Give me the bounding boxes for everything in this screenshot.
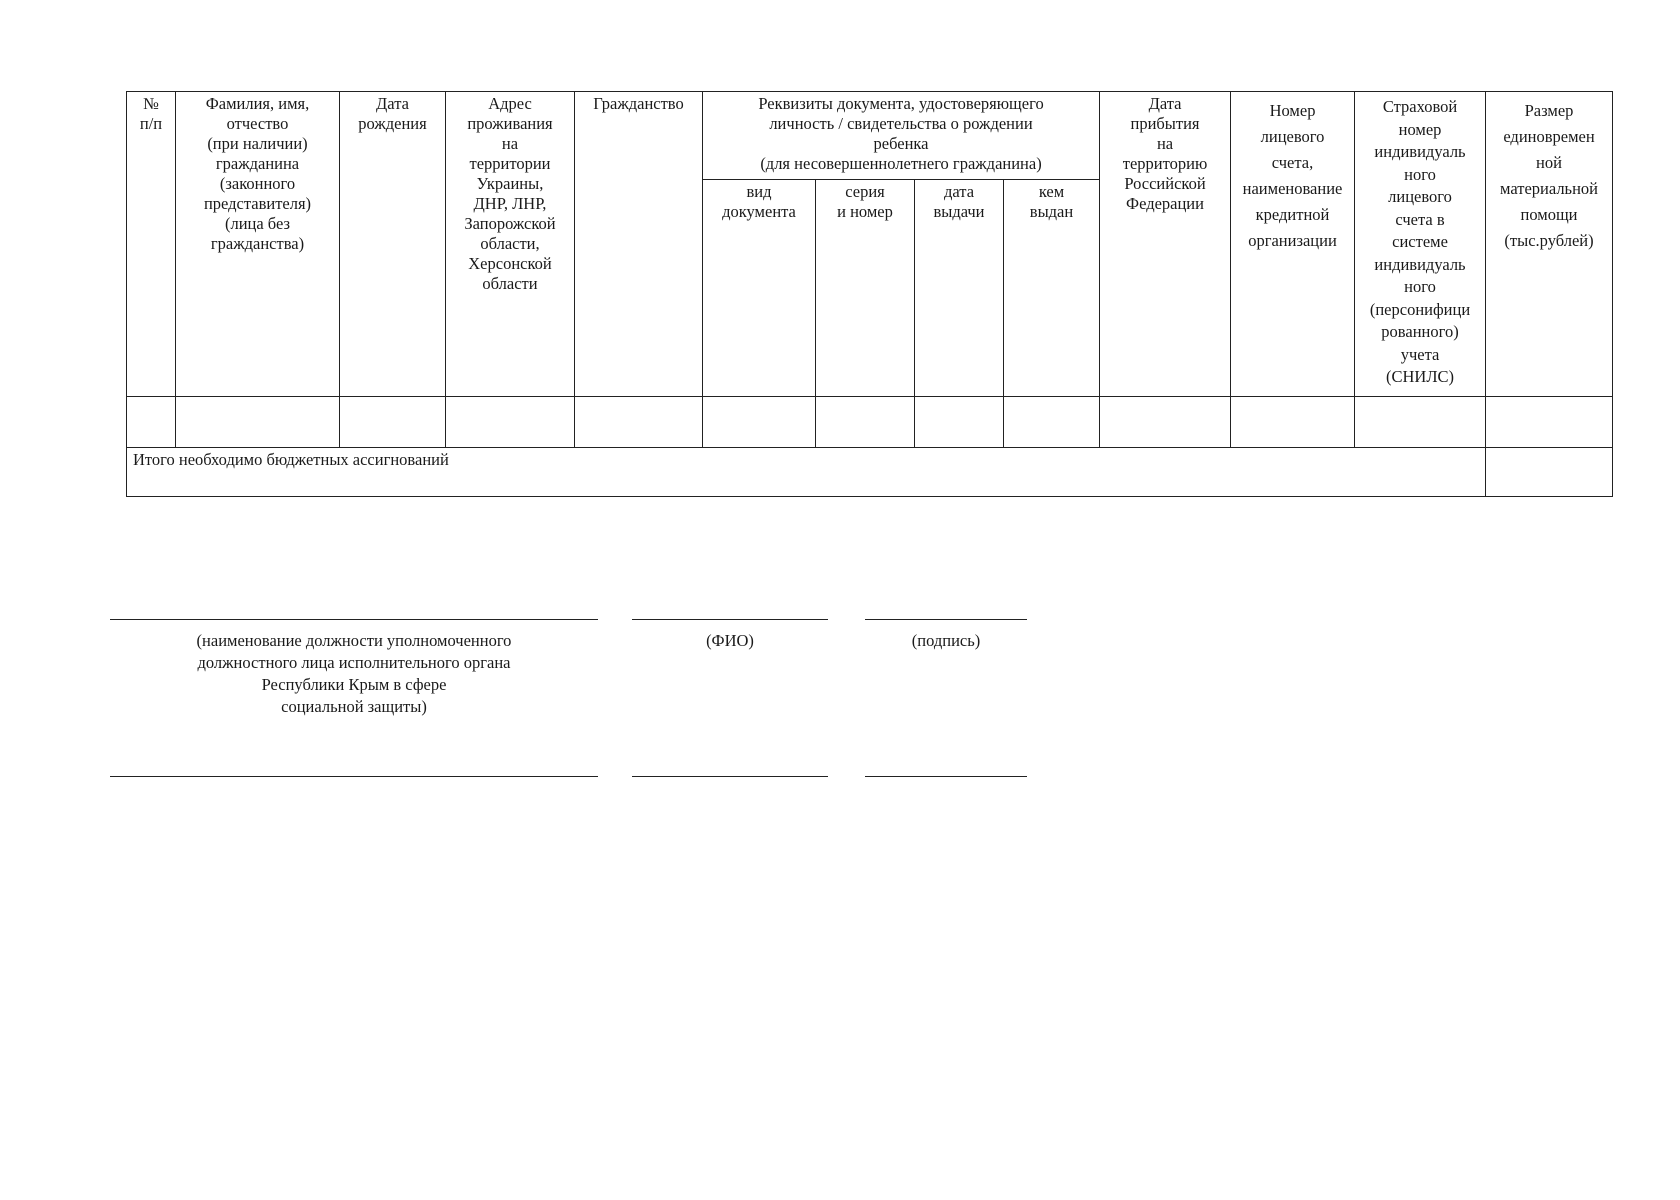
header-doc-issue-date: дата выдачи [915,180,1004,397]
header-doc-issued-by: кем выдан [1004,180,1100,397]
signature-line [865,619,1027,620]
cell-name [176,397,340,448]
header-name: Фамилия, имя, отчество (при наличии) гражданина (законного представителя) (лица без гражданства) [176,92,340,397]
cell-doc-type [703,397,816,448]
signature-caption: (подпись) [911,631,981,650]
table-row [127,397,1613,448]
header-amount: Размер единовремен ной материальной помощи (тыс.рублей) [1486,92,1613,397]
total-label: Итого необходимо бюджетных ассигнований [127,448,1486,497]
cell-doc-series-number [816,397,915,448]
header-citizenship: Гражданство [575,92,703,397]
cell-account [1231,397,1355,448]
cell-amount [1486,397,1613,448]
header-document-group: Реквизиты документа, удостоверяющего личность / свидетельства о рождении ребенка (для несовершеннолетнего гражданина) [703,92,1100,180]
header-snils: Страховой номер индивидуаль ного лицевого счета в системе индивидуаль ного (персонифици рованного) учета (СНИЛС) [1355,92,1486,397]
header-doc-series-number: серия и номер [816,180,915,397]
cell-doc-issue-date [915,397,1004,448]
assistance-table [126,91,1613,497]
cell-doc-issued-by [1004,397,1100,448]
fio-signature-line-2 [632,776,828,777]
header-birth-date: Дата рождения [340,92,446,397]
position-signature-line [110,619,598,620]
signature-line-2 [865,776,1027,777]
header-num: № п/п [127,92,176,397]
header-address: Адрес проживания на территории Украины, ДНР, ЛНР, Запорожской области, Херсонской области [446,92,575,397]
cell-arrival-date [1100,397,1231,448]
cell-num [127,397,176,448]
total-amount-cell [1486,448,1613,497]
fio-signature-line [632,619,828,620]
cell-address [446,397,575,448]
header-arrival-date: Дата прибытия на территорию Российской Федерации [1100,92,1231,397]
position-signature-line-2 [110,776,598,777]
position-caption: (наименование должности уполномоченного должностного лица исполнительного органа Республики Крым в сфере социальной защиты) [196,631,512,716]
cell-birth-date [340,397,446,448]
cell-snils [1355,397,1486,448]
header-doc-type: вид документа [703,180,816,397]
fio-caption: (ФИО) [706,631,754,650]
cell-citizenship [575,397,703,448]
header-account: Номер лицевого счета, наименование кредитной организации [1231,92,1355,397]
total-row [127,448,1613,497]
